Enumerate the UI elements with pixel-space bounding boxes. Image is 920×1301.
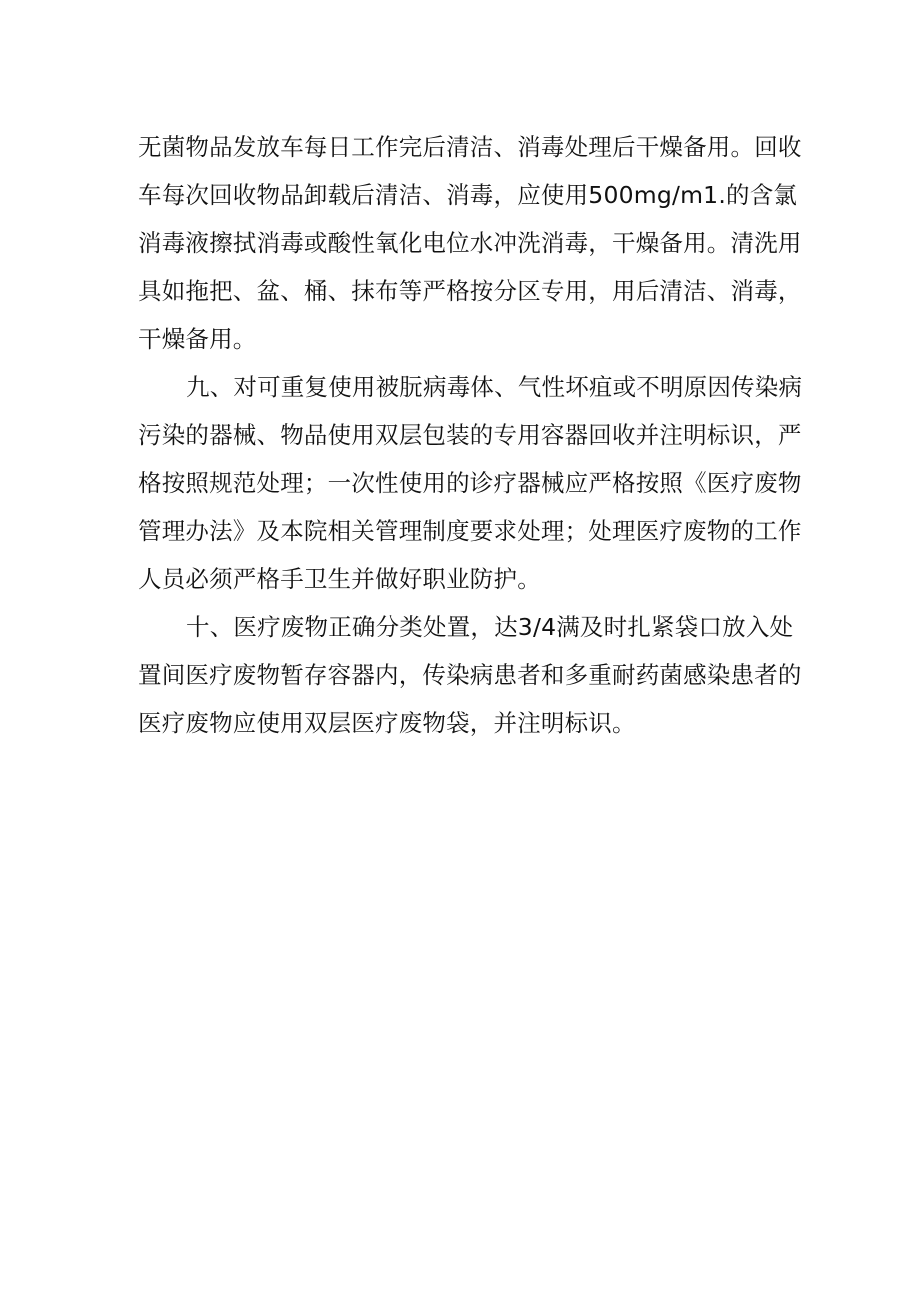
paragraph-line: 置间医疗废物暂存容器内，传染病患者和多重耐药菌感染患者的	[138, 661, 802, 689]
paragraph-line: 人员必须严格手卫生并做好职业防护。	[138, 565, 541, 593]
paragraph-line: 格按照规范处理；一次性使用的诊疗器械应严格按照《医疗废物	[138, 469, 802, 497]
paragraph-line: 车每次回收物品卸载后清洁、消毒，应使用500mg∕m1.的含氯	[138, 181, 798, 209]
paragraph-line: 污染的器械、物品使用双层包装的专用容器回收并注明标识，严	[138, 421, 802, 449]
paragraph-line: 消毒液擦拭消毒或酸性氧化电位水冲洗消毒，干燥备用。清洗用	[138, 229, 802, 257]
paragraph-line: 九、对可重复使用被朊病毒体、气性坏疽或不明原因传染病	[186, 373, 803, 401]
paragraph-line: 医疗废物应使用双层医疗废物袋，并注明标识。	[138, 709, 636, 737]
paragraph-cart-cleaning	[138, 123, 802, 363]
paragraph-item-ten	[138, 603, 802, 747]
paragraph-line: 无菌物品发放车每日工作完后清洁、消毒处理后干燥备用。回收	[138, 133, 802, 161]
paragraph-line: 十、医疗废物正确分类处置，达3/4满及时扎紧袋口放入处	[186, 613, 794, 641]
document-body	[138, 123, 803, 747]
paragraph-item-nine	[138, 363, 803, 603]
paragraph-line: 管理办法》及本院相关管理制度要求处理；处理医疗废物的工作	[138, 517, 802, 545]
paragraph-line: 干燥备用。	[138, 325, 257, 353]
paragraph-line: 具如拖把、盆、桶、抹布等严格按分区专用，用后清洁、消毒，	[138, 277, 802, 305]
